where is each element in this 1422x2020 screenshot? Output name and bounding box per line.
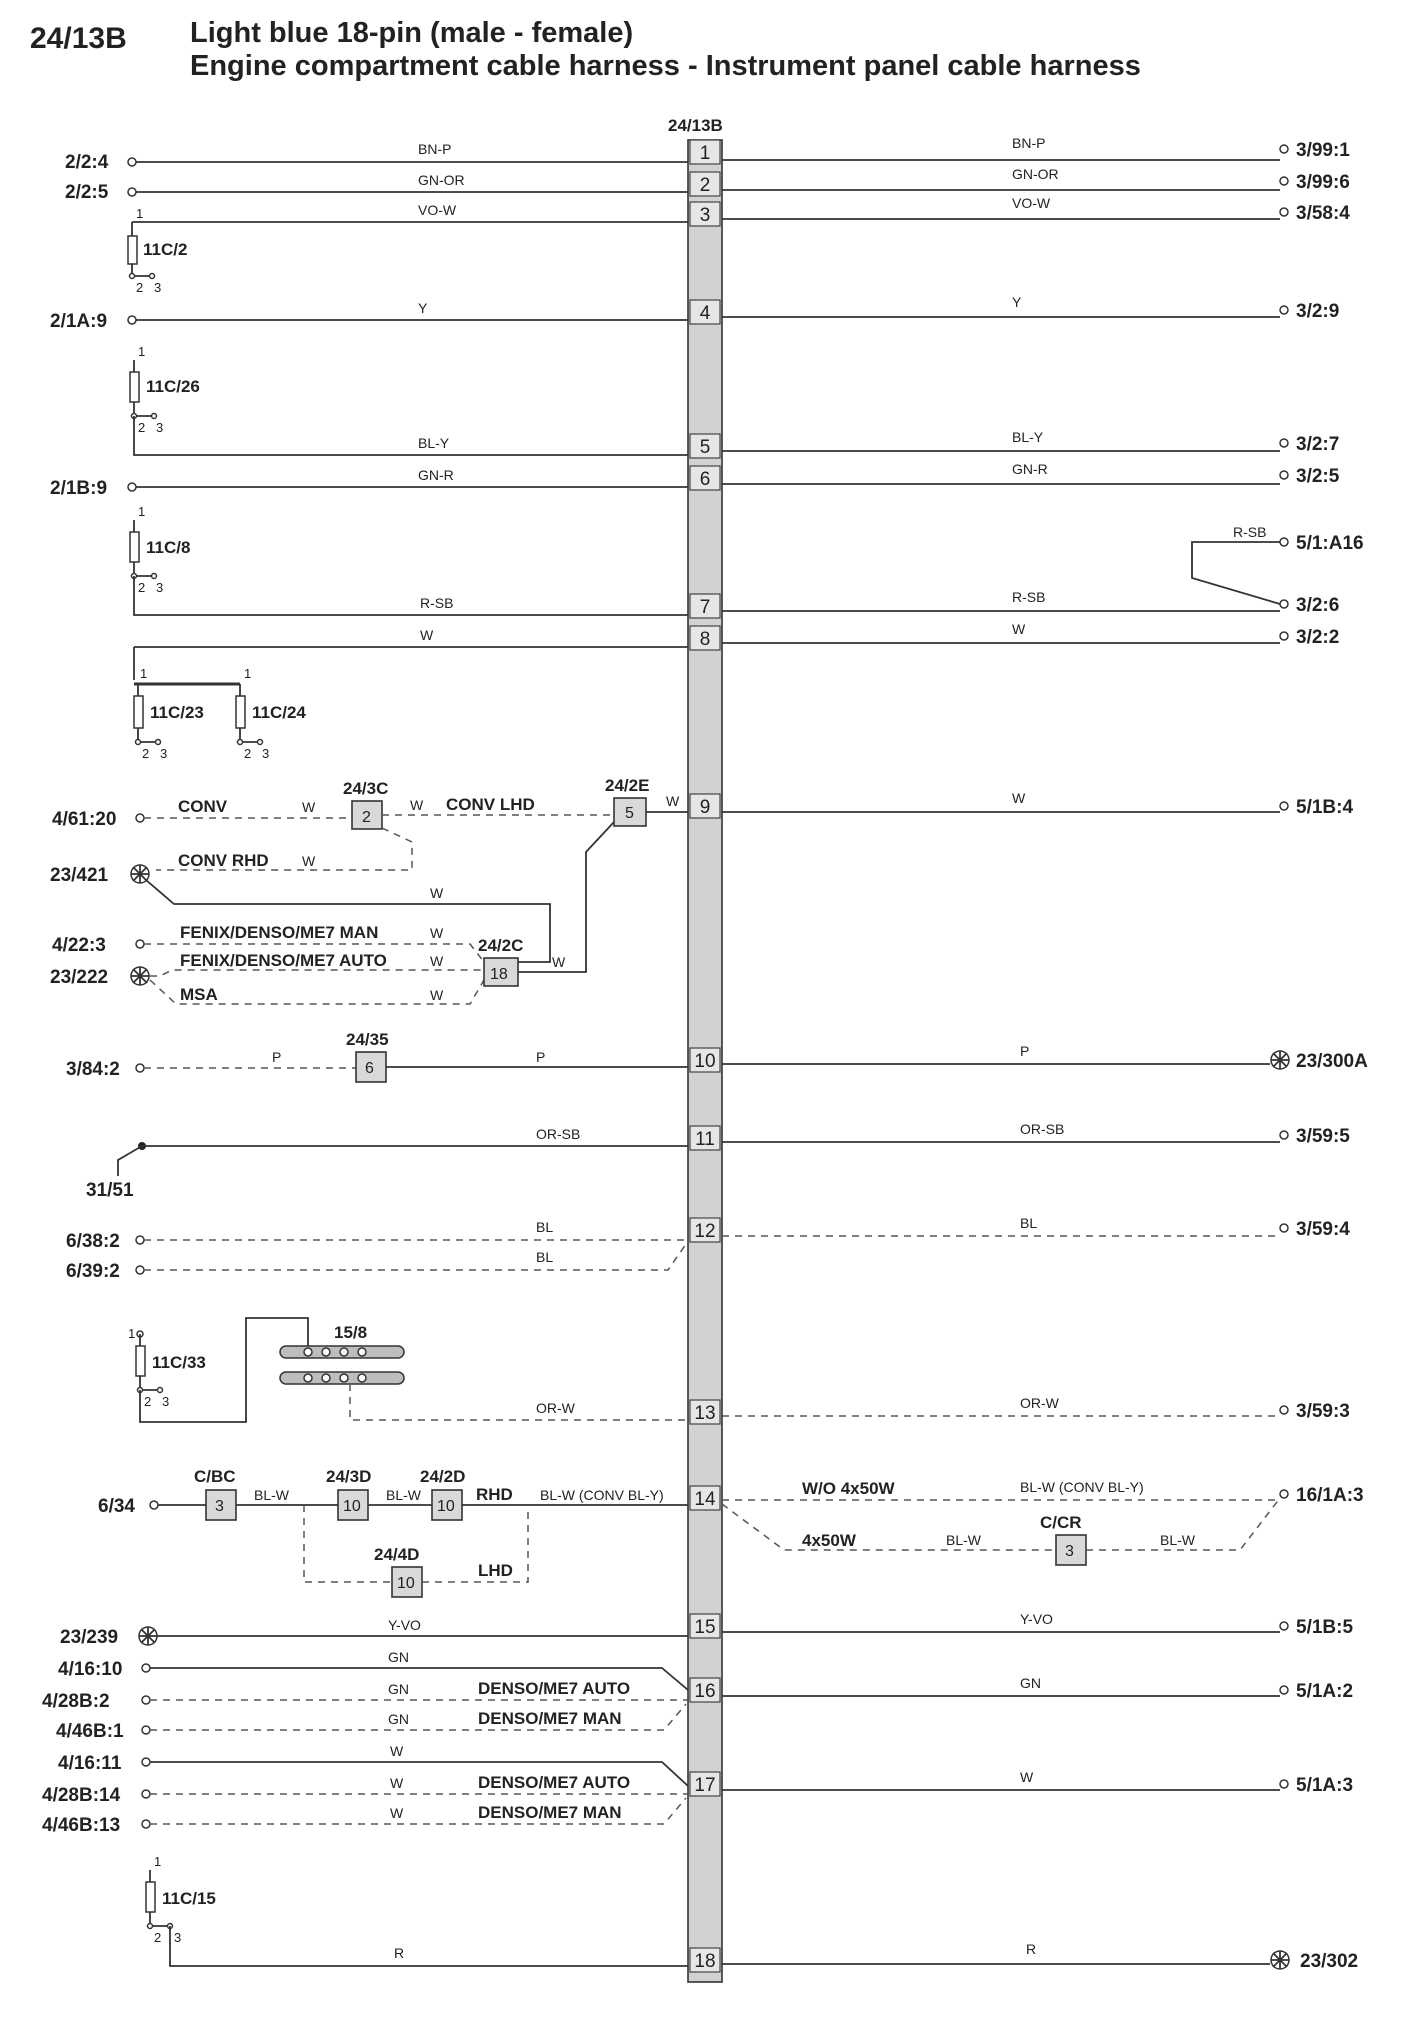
connector-15-8 xyxy=(280,1346,404,1384)
wire-color-w: W xyxy=(430,953,444,969)
terminal-3-84-2: 3/84:2 xyxy=(66,1059,120,1080)
connector-pin-number: 3 xyxy=(699,205,711,226)
wire-color-bl-w-conv: BL-W (CONV BL-Y) xyxy=(1020,1479,1144,1495)
terminal-23-222: 23/222 xyxy=(50,967,109,988)
terminal-3-99-6: 3/99:6 xyxy=(1296,172,1350,193)
connector-pin-number: 15 xyxy=(694,1617,716,1638)
wire-color-bl-w: BL-W xyxy=(946,1532,981,1548)
terminal-23-421: 23/421 xyxy=(50,865,109,886)
wire-color-w: W xyxy=(302,799,316,815)
wire-color-bl-w: BL-W xyxy=(1160,1532,1195,1548)
component-label: C/CR xyxy=(1040,1513,1082,1532)
component-11c-23-24 xyxy=(134,666,306,761)
connector-pin-number: 10 xyxy=(694,1051,716,1072)
pin-number: 1 xyxy=(136,206,144,221)
wire-color-r: R xyxy=(1026,1941,1037,1957)
wire-color-gn: GN xyxy=(388,1681,409,1697)
wire-color-w: W xyxy=(390,1775,404,1791)
wire-color-w: W xyxy=(302,853,316,869)
terminal-31-51: 31/51 xyxy=(86,1180,134,1201)
component-label: C/BC xyxy=(194,1467,236,1486)
wire-row-7 xyxy=(134,524,1364,616)
component-11c-26 xyxy=(130,344,200,435)
variant-denso-man: DENSO/ME7 MAN xyxy=(478,1803,622,1822)
wire-color-gn-r: GN-R xyxy=(1012,461,1048,477)
terminal-23-302: 23/302 xyxy=(1300,1951,1359,1972)
box-number: 18 xyxy=(490,966,508,983)
terminal-6-39-2: 6/39:2 xyxy=(66,1261,120,1282)
pin-number: 3 xyxy=(156,580,164,595)
wire-row-5 xyxy=(134,416,1339,455)
terminal-2-2-4: 2/2:4 xyxy=(65,152,109,173)
pin-number: 1 xyxy=(138,504,146,519)
box-number: 3 xyxy=(1065,1543,1074,1560)
terminal-3-59-4: 3/59:4 xyxy=(1296,1219,1350,1240)
terminal-23-239: 23/239 xyxy=(60,1627,119,1648)
connector-pin-number: 7 xyxy=(699,597,711,618)
wire-color-or-w: OR-W xyxy=(536,1400,575,1416)
connector-pin-number: 18 xyxy=(694,1951,716,1972)
wire-color-w: W xyxy=(430,885,444,901)
wire-color-w: W xyxy=(430,925,444,941)
terminal-5-1b-5: 5/1B:5 xyxy=(1296,1617,1354,1638)
wire-color-r: R xyxy=(394,1945,405,1961)
connector-pin-number: 4 xyxy=(699,303,711,324)
wire-row-18 xyxy=(170,1926,1358,1972)
terminal-3-2-6: 3/2:6 xyxy=(1296,595,1340,616)
variant-msa: MSA xyxy=(180,985,218,1004)
wire-color-p: P xyxy=(536,1049,546,1065)
component-label: 11C/26 xyxy=(146,377,200,396)
wire-color-w: W xyxy=(390,1805,404,1821)
wire-color-y-vo: Y-VO xyxy=(388,1617,421,1633)
wire-color-y-vo: Y-VO xyxy=(1020,1611,1053,1627)
wire-row-3 xyxy=(132,195,1350,224)
wire-color-vo-w: VO-W xyxy=(1012,195,1051,211)
terminal-3-58-4: 3/58:4 xyxy=(1296,203,1350,224)
terminal-6-34: 6/34 xyxy=(98,1496,135,1517)
connector-pin-number: 9 xyxy=(699,797,711,818)
variant-wo-4x50w: W/O 4x50W xyxy=(802,1479,895,1498)
terminal-4-46b-13: 4/46B:13 xyxy=(42,1815,121,1836)
component-label: 11C/8 xyxy=(146,538,191,557)
variant-conv: CONV xyxy=(178,797,228,816)
wire-color-r-sb: R-SB xyxy=(1233,524,1267,540)
pin-number: 3 xyxy=(262,746,270,761)
wire-row-13 xyxy=(128,1318,1350,1422)
component-label: 15/8 xyxy=(334,1323,368,1342)
wire-color-gn: GN xyxy=(1020,1675,1041,1691)
terminal-5-1a-3: 5/1A:3 xyxy=(1296,1775,1354,1796)
terminal-6-38-2: 6/38:2 xyxy=(66,1231,120,1252)
wire-color-w: W xyxy=(1020,1769,1034,1785)
pin-number: 3 xyxy=(156,420,164,435)
variant-lhd: LHD xyxy=(478,1561,513,1580)
terminal-4-28b-2: 4/28B:2 xyxy=(42,1691,110,1712)
wire-color-vo-w: VO-W xyxy=(418,202,457,218)
variant-denso-auto: DENSO/ME7 AUTO xyxy=(478,1773,631,1792)
wire-color-bl-y: BL-Y xyxy=(418,435,450,451)
pin-number: 2 xyxy=(138,580,146,595)
terminal-4-61-20: 4/61:20 xyxy=(52,809,117,830)
connector-pin-number: 1 xyxy=(699,143,711,164)
terminal-3-59-3: 3/59:3 xyxy=(1296,1401,1350,1422)
wire-color-gn-r: GN-R xyxy=(418,467,454,483)
terminal-23-300a: 23/300A xyxy=(1296,1051,1368,1072)
wire-color-bn-p: BN-P xyxy=(1012,135,1046,151)
terminal-5-1a-2: 5/1A:2 xyxy=(1296,1681,1354,1702)
component-label: 24/2E xyxy=(605,776,650,795)
ground-symbol xyxy=(139,1627,157,1645)
terminal-3-2-9: 3/2:9 xyxy=(1296,301,1340,322)
wire-color-r-sb: R-SB xyxy=(420,595,454,611)
component-label: 11C/24 xyxy=(252,703,306,722)
diagram-subtitle: Engine compartment cable harness - Instrument panel cable harness xyxy=(190,50,1141,82)
wire-row-8 xyxy=(134,621,1339,680)
wire-color-w: W xyxy=(420,627,434,643)
wire-color-or-w: OR-W xyxy=(1020,1395,1059,1411)
connector-pin-number: 2 xyxy=(699,175,711,196)
terminal-3-2-2: 3/2:2 xyxy=(1296,627,1340,648)
wire-color-gn-or: GN-OR xyxy=(418,172,465,188)
connector-pin-number: 14 xyxy=(694,1489,716,1510)
wire-color-w: W xyxy=(666,793,680,809)
pin-number: 1 xyxy=(244,666,252,681)
wire-color-p: P xyxy=(272,1049,282,1065)
terminal-3-99-1: 3/99:1 xyxy=(1296,140,1350,161)
terminal-5-1-a16: 5/1:A16 xyxy=(1296,533,1364,554)
wire-color-bl-y: BL-Y xyxy=(1012,429,1044,445)
ground-symbol xyxy=(131,967,149,985)
connector-pin-number: 13 xyxy=(694,1403,716,1424)
wire-color-or-sb: OR-SB xyxy=(1020,1121,1065,1137)
variant-conv-lhd: CONV LHD xyxy=(446,795,535,814)
wire-color-bl: BL xyxy=(1020,1215,1038,1231)
component-label: 24/2C xyxy=(478,936,524,955)
pin-number: 1 xyxy=(138,344,146,359)
component-label: 11C/2 xyxy=(143,240,188,259)
wire-color-bl: BL xyxy=(536,1249,554,1265)
wire-color-bl-w: BL-W xyxy=(386,1487,421,1503)
wire-color-p: P xyxy=(1020,1043,1030,1059)
terminal-3-59-5: 3/59:5 xyxy=(1296,1126,1350,1147)
wire-row-14 xyxy=(98,1467,1364,1597)
pin-number: 2 xyxy=(144,1394,152,1409)
terminal-16-1a-3: 16/1A:3 xyxy=(1296,1485,1364,1506)
component-label: 24/3C xyxy=(343,779,389,798)
terminal-4-16-11: 4/16:11 xyxy=(58,1753,122,1774)
component-label: 11C/33 xyxy=(152,1353,206,1372)
wire-color-bl: BL xyxy=(536,1219,554,1235)
connector-pin-number: 16 xyxy=(694,1681,716,1702)
wire-color-w: W xyxy=(410,797,424,813)
component-label: 24/3D xyxy=(326,1467,372,1486)
wire-color-gn-or: GN-OR xyxy=(1012,166,1059,182)
wire-color-y: Y xyxy=(418,300,428,316)
pin-number: 1 xyxy=(140,666,148,681)
wire-color-r-sb: R-SB xyxy=(1012,589,1046,605)
wire-color-gn: GN xyxy=(388,1649,409,1665)
connector-pin-number: 11 xyxy=(695,1129,715,1150)
variant-denso-man: DENSO/ME7 MAN xyxy=(478,1709,622,1728)
connector-label: 24/13B xyxy=(668,116,723,135)
ground-symbol xyxy=(1271,1051,1289,1069)
connector-pin-number: 5 xyxy=(699,437,711,458)
wire-color-w: W xyxy=(552,954,566,970)
terminal-3-2-5: 3/2:5 xyxy=(1296,466,1340,487)
wire-color-or-sb: OR-SB xyxy=(536,1126,581,1142)
wire-color-y: Y xyxy=(1012,294,1022,310)
pin-number: 3 xyxy=(174,1930,182,1945)
variant-rhd: RHD xyxy=(476,1485,513,1504)
terminal-4-22-3: 4/22:3 xyxy=(52,935,106,956)
wire-color-bn-p: BN-P xyxy=(418,141,452,157)
terminal-5-1b-4: 5/1B:4 xyxy=(1296,797,1354,818)
component-11c-8 xyxy=(130,504,190,595)
connector-pin-number: 6 xyxy=(699,469,711,490)
terminal-2-1b-9: 2/1B:9 xyxy=(50,478,108,499)
wire-color-w: W xyxy=(1012,621,1026,637)
pin-number: 2 xyxy=(138,420,146,435)
component-label: 24/35 xyxy=(346,1030,389,1049)
wire-color-gn: GN xyxy=(388,1711,409,1727)
pin-number: 3 xyxy=(160,746,168,761)
box-number: 3 xyxy=(215,1498,224,1515)
connector-pin-number: 8 xyxy=(699,629,711,650)
box-number: 10 xyxy=(343,1498,361,1515)
variant-fenix-man: FENIX/DENSO/ME7 MAN xyxy=(180,923,379,942)
pin-number: 2 xyxy=(142,746,150,761)
variant-conv-rhd: CONV RHD xyxy=(178,851,269,870)
variant-fenix-auto: FENIX/DENSO/ME7 AUTO xyxy=(180,951,387,970)
terminal-4-46b-1: 4/46B:1 xyxy=(56,1721,124,1742)
wire-color-bl-w: BL-W xyxy=(254,1487,289,1503)
box-number: 10 xyxy=(397,1575,415,1592)
connector-pin-number: 17 xyxy=(694,1775,716,1796)
component-label: 11C/23 xyxy=(150,703,204,722)
pin-number: 3 xyxy=(154,280,162,295)
pin-number: 2 xyxy=(244,746,252,761)
component-label: 24/2D xyxy=(420,1467,466,1486)
pin-number: 1 xyxy=(154,1854,162,1869)
pin-number: 2 xyxy=(154,1930,162,1945)
variant-denso-auto: DENSO/ME7 AUTO xyxy=(478,1679,631,1698)
box-number: 6 xyxy=(365,1060,374,1077)
pin-number: 2 xyxy=(136,280,144,295)
box-number: 2 xyxy=(362,809,371,826)
connector-pin-number: 12 xyxy=(694,1221,716,1242)
wire-color-w: W xyxy=(430,987,444,1003)
terminal-4-28b-14: 4/28B:14 xyxy=(42,1785,121,1806)
wire-color-bl-w-conv: BL-W (CONV BL-Y) xyxy=(540,1487,664,1503)
diagram-code: 24/13B xyxy=(30,22,127,55)
component-label: 11C/15 xyxy=(162,1889,216,1908)
pin-number: 3 xyxy=(162,1394,170,1409)
terminal-2-2-5: 2/2:5 xyxy=(65,182,109,203)
terminal-3-2-7: 3/2:7 xyxy=(1296,434,1340,455)
terminal-4-16-10: 4/16:10 xyxy=(58,1659,123,1680)
wire-color-w: W xyxy=(1012,790,1026,806)
box-number: 10 xyxy=(437,1498,455,1515)
terminal-2-1a-9: 2/1A:9 xyxy=(50,311,108,332)
wire-color-w: W xyxy=(390,1743,404,1759)
variant-4x50w: 4x50W xyxy=(802,1531,856,1550)
component-label: 24/4D xyxy=(374,1545,420,1564)
diagram-title: Light blue 18-pin (male - female) xyxy=(190,17,634,49)
component-11c-15 xyxy=(146,1854,216,1945)
pin-number: 1 xyxy=(128,1326,136,1341)
ground-symbol xyxy=(1271,1951,1289,1969)
component-11c-2 xyxy=(128,206,187,295)
box-number: 5 xyxy=(625,805,634,822)
